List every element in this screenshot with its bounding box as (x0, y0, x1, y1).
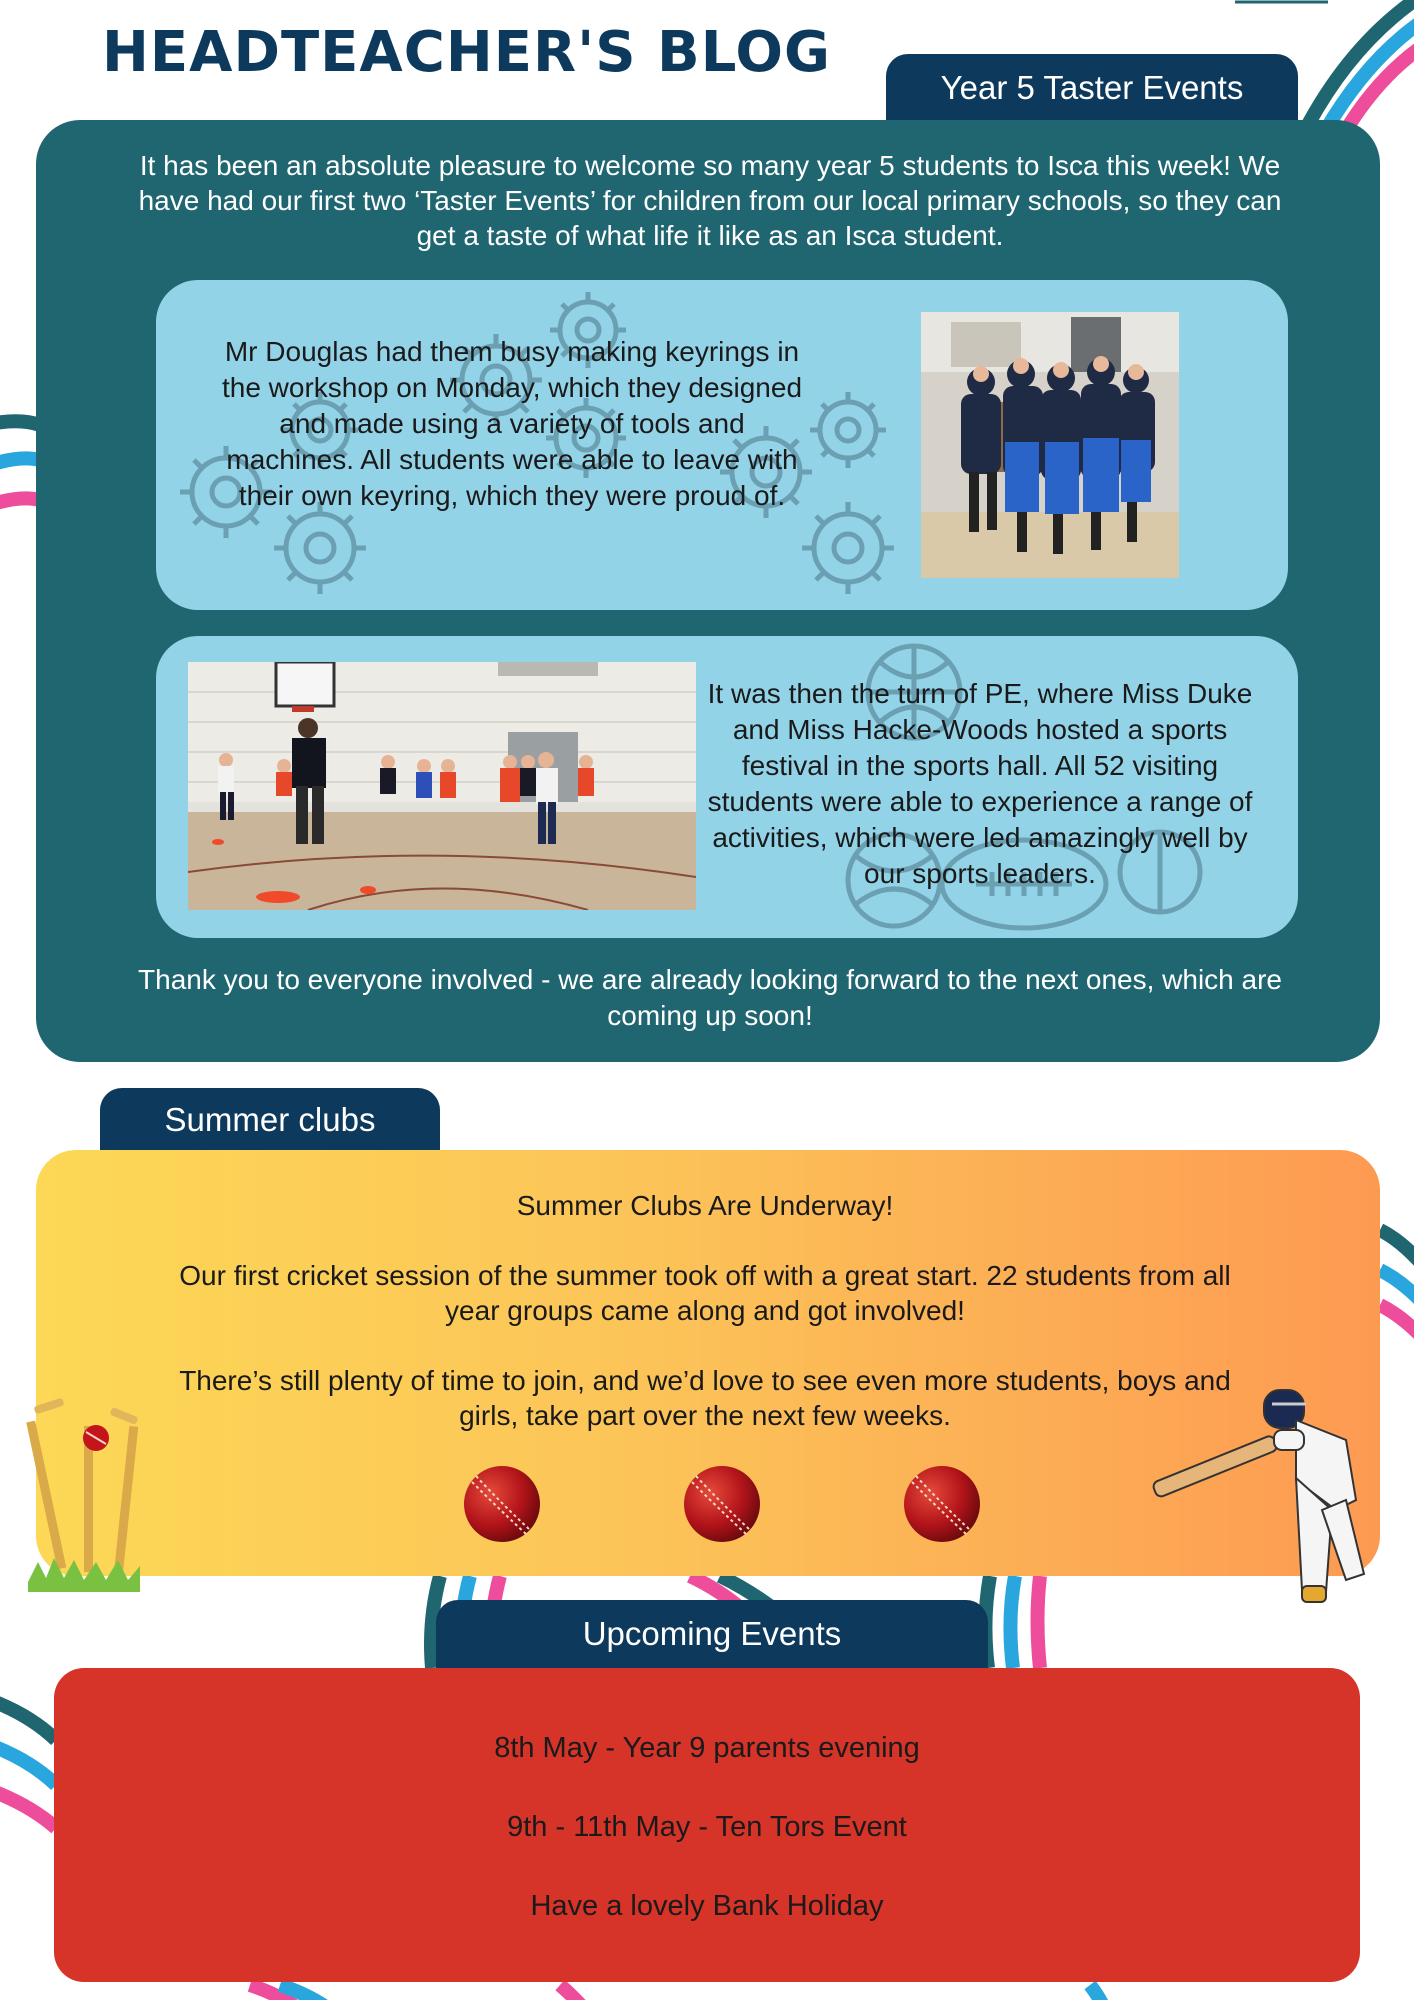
workshop-text: Mr Douglas had them busy making keyrings in the workshop on Monday, which they designed and made using a variety of tools and machines. All students were able to leave with their own keyring, which they were proud of. (221, 336, 803, 511)
pe-card (156, 636, 1298, 938)
cricket-stumps-icon (24, 1386, 144, 1592)
pe-text: It was then the turn of PE, where Miss Duke and Miss Hacke-Woods hosted a sports festival in the sports hall. All 52 visiting students were able to experience a range of activities, which were led amazingly well by our sports leaders. (707, 678, 1253, 889)
sports-hall-photo (188, 662, 696, 910)
tab-year5-taster-events (886, 54, 1298, 122)
tab-summer-clubs (100, 1088, 440, 1152)
workshop-photo (921, 312, 1179, 578)
cricket-balls (462, 1464, 982, 1544)
tab-label: Summer clubs (164, 1101, 376, 1138)
tab-upcoming-events (436, 1600, 988, 1668)
blog-title: HEADTEACHER'S BLOG (102, 20, 831, 85)
event-item: 8th May - Year 9 parents evening (494, 1732, 920, 1764)
taster-outro-text: Thank you to everyone involved - we are already looking forward to the next ones, which are coming up soon! (138, 964, 1282, 1031)
taster-intro-text: It has been an absolute pleasure to welcome so many year 5 students to Isca this week! We have had our first two ‘Taster Events’ for children from our local primary schools, so they can get a taste of what life it like as an Isca student. (138, 150, 1282, 251)
summer-paragraph-1: Our first cricket session of the summer took off with a great start. 22 students from all year groups came along and got involved! (179, 1260, 1231, 1326)
cricket-ball-icon (904, 1466, 980, 1542)
event-item: 9th - 11th May - Ten Tors Event (507, 1811, 907, 1843)
workshop-card (156, 280, 1288, 610)
cricket-batsman-icon (1146, 1360, 1368, 1610)
cricket-ball-icon (464, 1466, 540, 1542)
event-item: Have a lovely Bank Holiday (530, 1890, 884, 1922)
tab-label: Upcoming Events (582, 1615, 842, 1652)
summer-heading: Summer Clubs Are Underway! (516, 1190, 894, 1221)
cricket-ball-icon (684, 1466, 760, 1542)
tab-label: Year 5 Taster Events (940, 69, 1244, 106)
summer-paragraph-2: There’s still plenty of time to join, and we’d love to see even more students, boys and girls, take part over the next few weeks. (179, 1365, 1231, 1431)
summer-clubs-text (160, 1188, 1250, 1433)
